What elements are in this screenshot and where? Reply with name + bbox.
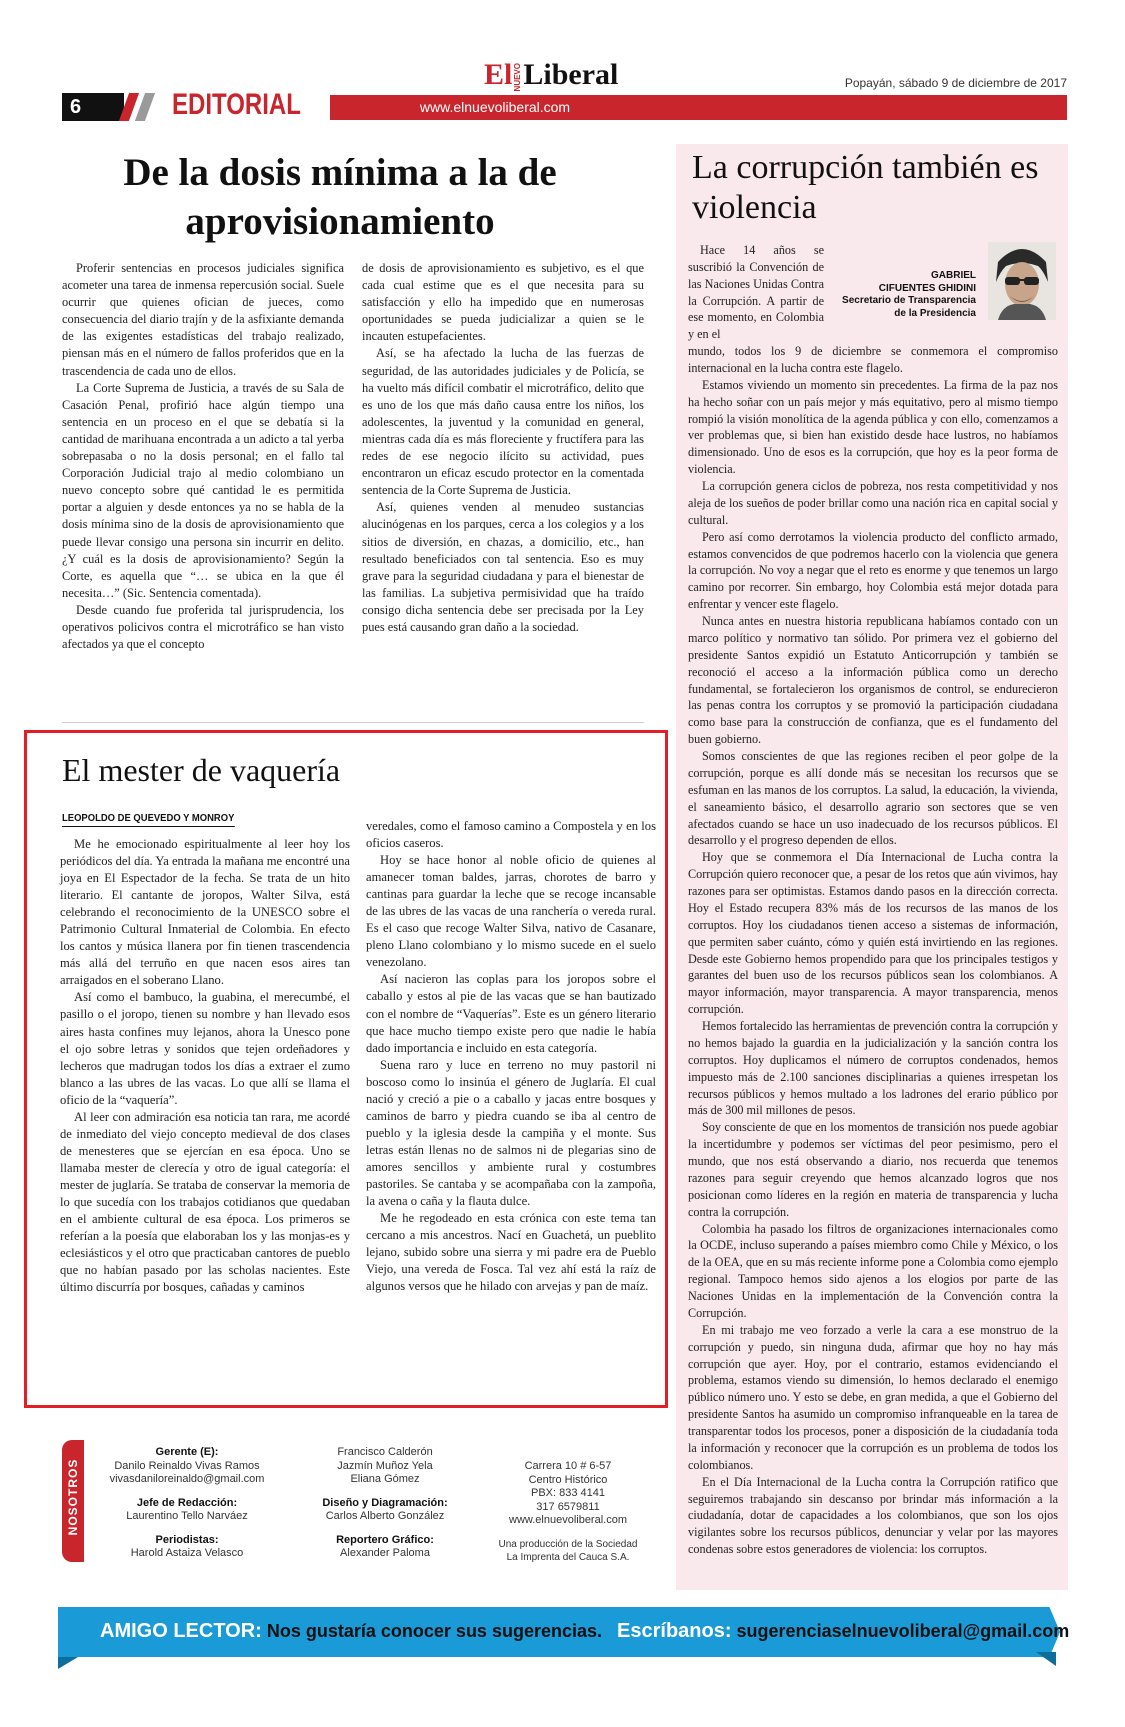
article1-column-2: [362, 260, 644, 636]
author-role: Secretario de Transparencia: [842, 295, 976, 306]
newspaper-logo: [484, 58, 618, 92]
production-credit: La Imprenta del Cauca S.A.: [506, 1552, 630, 1563]
paragraph: Hoy se hace honor al noble oficio de quienes al amanecer toman baldes, jarras, chorotes de barro y cantinas para guardar la leche que se recoge incansable de las ubres de las vacas de una ranchería o vereda rural. Es el caso que recoge Walter Silva, nativo de Casanare, pleno Llano colombiano y lo mismo sucede en el suelo venezolano.: [366, 853, 656, 970]
staff-name: Eliana Gómez: [350, 1473, 420, 1485]
section-title: EDITORIAL: [172, 88, 301, 121]
divider: [62, 722, 644, 723]
paragraph: Me he emocionado espiritualmente al leer hoy los periódicos del día. Ya entrada la mañana me encontré una joya en El Espectador de la fecha. Se trata de un hito literario. El cantante de joropos, Walter Silva, está celebrando el reconocimiento de la UNESCO sobre el Patrimonio Cultural Inmaterial de Colombia. En efecto los cantos y música llanera por fin tienen trascendencia más allá del terruño en que nacen esos aires tan arraigados en el soberano Llano.: [60, 837, 350, 988]
banner-message: Nos gustaría conocer sus sugerencias.: [266, 1621, 603, 1641]
staff-name: Laurentino Tello Narváez: [126, 1510, 248, 1522]
paragraph: de dosis de aprovisionamiento es subjetivo, es el que cada cual estime que es el que necesita para su satisfacción y ello ha impedido que en numerosas oportunidades se pueda judicializar a quien se le incauten estupefacientes.: [362, 261, 644, 344]
staff-label: Periodistas:: [155, 1533, 219, 1546]
author-photo: [988, 242, 1056, 320]
paragraph: Colombia ha pasado los filtros de organizaciones internacionales como la OCDE, incluso superando a países miembro como Chile y México, o los de la OEA, que en su más reciente informe pone a Colombia como ejemplo regional. Tampoco hemos sido ajenos a los elogios por parte de las Naciones Unidas en la implementación de la Convención contra la Corrupción.: [688, 1221, 1058, 1320]
paragraph: Soy consciente de que en los momentos de transición nos puede agobiar la incertidumbre y podemos ser víctimas del peor pesimismo, pero el mundo, que nos está observando a diario, nos recuerda que tenemos razones para seguir creyendo que hemos alcanzado logros que nos posicionan como líderes en la región en materia de transparencia y lucha contra la corrupción.: [688, 1120, 1058, 1219]
paragraph: Hemos fortalecido las herramientas de prevención contra la corrupción y no hemos bajado la guardia en la judicialización y la sanción contra los corruptos. Hoy duplicamos el número de corruptos condenados, hemos impuesto más de 2.100 sanciones disciplinarias a quienes irrespetan los recursos públicos y hemos multado a los ladrones del erario público por más de 300 mil millones de pesos.: [688, 1019, 1058, 1118]
staff-name: Alexander Paloma: [340, 1547, 430, 1559]
production-credit: Una producción de la Sociedad: [498, 1538, 638, 1550]
article2-column-2: [366, 818, 656, 1295]
staff-email[interactable]: vivasdaniloreinaldo@gmail.com: [109, 1473, 265, 1485]
paragraph: Hace 14 años se suscribió la Convención de las Naciones Unidas Contra la Corrupción. A partir de ese momento, en Colombia y en el: [688, 243, 824, 342]
reader-banner-text: [100, 1620, 1069, 1643]
banner-write-label: Escríbanos:: [617, 1620, 732, 1642]
staff-name: Jazmín Muñoz Yela: [337, 1459, 433, 1472]
address-line: Centro Histórico: [528, 1473, 608, 1486]
paragraph: Así como el bambuco, la guabina, el merecumbé, el pasillo o el joropo, tienen su nombre y han llevado esos aires hasta confines muy lejanos, ahora la Unesco pone el ojo sobre letras y sonidos que tejen ordeñadores y lecheros que madrugan todos los días a extraer el zumo blanco a las ubres de las vacas. Lo que allí se llama el oficio de la “vaquería”.: [60, 990, 350, 1107]
paragraph: Así, quienes venden al menudeo sustancias alucinógenas en los parques, cerca a los colegios y a los sitios de diversión, en chazas, a domicilio, etc., han resultado beneficiados con tal sentencia. Eso es muy grave para la seguridad ciudadana y para el bienestar de las familias. La subjetiva permisividad que ha traído consigo dicha sentencia debe ser precisada por la Ley pues está causando gran daño a la sociedad.: [362, 500, 644, 634]
author-name: CIFUENTES GHIDINI: [878, 282, 976, 294]
paragraph: Me he regodeado en esta crónica con este tema tan cercano a mis ancestros. Nací en Guachetá, un pueblito lejano, subido sobre una sierra y mi padre era de Pueblo Viejo, una vereda de Fosca. Tal vez ahí está la raíz de algunos versos que he hilado con arvejas y pan de maíz.: [366, 1211, 656, 1294]
staff-column-3: [488, 1460, 648, 1565]
staff-column-2: [300, 1446, 470, 1561]
paragraph: En el Día Internacional de la Lucha contra la Corrupción ratifico que seguiremos trabajando sin descanso por brindar más información a la ciudadanía, dotar de capacidades a los colombianos, que son los ojos vigilantes sobre los recursos públicos, denunciar y velar por las mayores condenas sobre estos generadores de violencia: los corruptos.: [688, 1474, 1058, 1557]
staff-label: Gerente (E):: [155, 1446, 219, 1458]
article2-column-1: [60, 836, 350, 1296]
logo-el: El: [484, 58, 513, 91]
staff-label: Reportero Gráfico:: [336, 1533, 434, 1546]
phone-pbx: PBX: 833 4141: [530, 1487, 605, 1499]
staff-column-1: [92, 1446, 282, 1561]
staff-name: Francisco Calderón: [337, 1446, 433, 1458]
address-line: Carrera 10 # 6-57: [524, 1460, 612, 1472]
page-number: 6: [62, 93, 124, 121]
issue-date: Popayán, sábado 9 de diciembre de 2017: [844, 76, 1067, 90]
staff-name: Danilo Reinaldo Vivas Ramos: [114, 1459, 260, 1472]
staff-tab-label: NOSOTROS: [66, 1458, 80, 1536]
sidebar-intro: [688, 242, 824, 343]
banner-lead: AMIGO LECTOR:: [100, 1620, 262, 1642]
header-stripe-gray: [135, 93, 155, 121]
logo-liberal: Liberal: [523, 58, 619, 91]
sidebar-title: La corrupción también es violencia: [692, 149, 1039, 226]
paragraph: Hoy que se conmemora el Día Internacional de Lucha contra la Corrupción quiero reconocer que, a pesar de los retos que aún vivimos, hay razones para ser optimistas. Estamos dando pasos en la dirección correcta. Hoy el Estado recupera 83% más de los recursos de las manos de los corruptos. Hoy los ciudadanos tienen acceso a sistemas de información, que permiten saber cuánto, cómo y quién está invirtiendo en las regiones. Desde este Gobierno hemos propendido para que los principales testigos y garantes del buen uso de los recursos públicos sean los colombianos. A mayor información, mayor transparencia. A mayor transparencia, menos corrupción.: [688, 850, 1058, 1017]
staff-name: Harold Astaiza Velasco: [130, 1547, 244, 1559]
paragraph: Así, se ha afectado la lucha de las fuerzas de seguridad, de las autoridades judiciales y de Policía, se ha vuelto más difícil combatir el microtráfico, delito que es uno de los que más daño causa entre los niños, los adolescentes, la juventud y la comunidad en general, mientras cada día es más floreciente y fructífera para las redes de ese negocio ilícito su actividad, pues encontraron un eficaz escudo protector en la comentada sentencia de la Corte Suprema de Justicia.: [362, 346, 644, 498]
article1-title: De la dosis mínima a la de aprovisionamiento: [123, 151, 557, 243]
paragraph: veredales, como el famoso camino a Compostela y en los oficios caseros.: [366, 819, 656, 851]
banner-fold: [58, 1657, 78, 1669]
paragraph: Pero así como derrotamos la violencia producto del conflicto armado, estamos convencidos de que podremos hacerlo con la violencia que genera la corrupción. No voy a negar que el reto es enorme y que tenemos un largo camino por recorrer. Sin embargo, hoy Colombia está mejor dotada para enfrentar y vencer este flagelo.: [688, 529, 1058, 612]
staff-label: Jefe de Redacción:: [136, 1496, 238, 1509]
author-name: GABRIEL: [931, 270, 976, 281]
article2-byline: LEOPOLDO DE QUEVEDO Y MONROY: [62, 812, 234, 827]
banner-fold: [1036, 1652, 1056, 1666]
article1-column-1: [62, 260, 344, 653]
author-role: de la Presidencia: [894, 307, 976, 319]
article2-title: El mester de vaquería: [62, 752, 341, 788]
paragraph: Somos conscientes de que las regiones reciben el peor golpe de la corrupción, porque es allí donde más se necesitan los recursos que se esfuman en las manos de los corruptos. La salud, la educación, la vivienda, el saneamiento básico, el desarrollo agrario son sectores que se ven afectados cuando se hace un uso inadecuado de los recursos públicos. El desarrollo y el progreso dependen de ellos.: [688, 749, 1058, 848]
staff-label: Diseño y Diagramación:: [322, 1496, 448, 1509]
paragraph: Proferir sentencias en procesos judiciales significa acometer una tarea de inmensa repercusión social. Suele ocurrir que quienes ofician de jueces, como consecuencia del diario trajín y de la asfixiante demanda de las exigentes estadísticas del trabajo realizado, piensan más en el número de fallos proferidos que en la trascendencia de cada uno de ellos.: [62, 261, 344, 378]
banner-email[interactable]: sugerenciaselnuevoliberal@gmail.com: [736, 1621, 1070, 1641]
staff-name: Carlos Alberto González: [325, 1510, 445, 1522]
logo-nuevo: NUEVO: [513, 62, 523, 92]
paragraph: Así nacieron las coplas para los joropos sobre el caballo y estos al pie de las vacas que se han bautizado con el nombre de “Vaquerías”. Este es un género literario que hace mucho tiempo existe pero que nadie le había dado importancia e incluido en esta categoría.: [366, 972, 656, 1055]
paragraph: Suena raro y luce en terreno no muy pastoril ni boscoso como lo insinúa el género de Juglaría. El cual nació y creció a pie o a caballo y jacas entre bosques y caminos de barro y piedra cuando se iba al centro de pueblo y la iglesia desde la campiña y el monte. Sus letras están llenas no de salmos ni de plegarias sino de amores sencillos y ambiente rural y costumbres pastoriles. Se cantaba y se acompañaba con la zampoña, la avena o caña y la flauta dulce.: [366, 1057, 656, 1209]
sidebar-author: [836, 270, 976, 320]
paragraph: En mi trabajo me veo forzado a verle la cara a ese monstruo de la corrupción y puedo, sin ninguna duda, afirmar que hoy no hay más corrupción que ayer. Hoy, por el contrario, estamos evidenciando el problema, estamos viendo su dimensión, lo hemos declarado el enemigo público número uno. Y esto se debe, en gran medida, a que el Gobierno del presidente Santos ha asumido un compromiso infranqueable en la tarea de transparentar todos los procesos, poner a disposición de la ciudadanía toda la información y reconocer que la corrupción es un problema de todos los colombianos.: [688, 1322, 1058, 1472]
staff-website[interactable]: www.elnuevoliberal.com: [509, 1514, 627, 1526]
sidebar-body: [688, 343, 1058, 1558]
paragraph: Estamos viviendo un momento sin precedentes. La firma de la paz nos ha hecho soñar con un país mejor y más equitativo, pero al mismo tiempo rompió la visión monolítica de la agenda pública y con ello, comenzamos a ver problemas que, si bien han existido desde hace lustros, no habíamos dimensionado. Uno de esos es la corrupción, que hoy es la peor forma de violencia.: [688, 377, 1058, 477]
paragraph: Nunca antes en nuestra historia republicana habíamos contado con un marco político y normativo tan sólido. Por primera vez el gobierno del presidente Santos expidió un Estatuto Anticorrupción y también se reconoció el acceso a la información pública como un derecho fundamental, se fortalecieron los organismos de control, se endurecieron las penas contra los corruptos y se promovió la participación ciudadana como base para la construcción de confianza, que es el fundamento del buen gobierno.: [688, 614, 1058, 747]
paragraph: La Corte Suprema de Justicia, a través de su Sala de Casación Penal, profirió hace algún tiempo una sentencia en un proceso en el que se debatía si la cantidad de marihuana encontrada a un adicto a tal yerba sobrepasaba o no la dosis personal; en el fallo tal Corporación Judicial trajo al medio colombiano un nuevo concepto sobre qué cantidad le es permitida portar a alguien y desde entonces ya no se habla de la dosis mínima sino de la dosis de aprovisionamiento que puede llevar consigo una persona sin incurrir en delito. ¿Y cuál es la dosis de aprovisionamiento? Según la Corte, es aquella que “… se ubica en la que él necesita…” (Sic. Sentencia comentada).: [62, 380, 344, 600]
paragraph: mundo, todos los 9 de diciembre se conmemora el compromiso internacional en la lucha contra este flagelo.: [688, 344, 1058, 375]
phone-mobile: 317 6579811: [536, 1500, 600, 1513]
paragraph: Desde cuando fue proferida tal jurisprudencia, los operativos policivos contra el microtráfico se han visto afectados ya que el concepto: [62, 602, 344, 652]
paragraph: Al leer con admiración esa noticia tan rara, me acordé de inmediato del viejo concepto medieval de dos clases de menesteres que se ejercían en esa época. Uno se llamaba mester de clerecía y otro de igual categoría: el mester de juglaría. Se trataba de conservar la memoria de lo que sucedía con los trabajos cotidianos que quedaban en el ambiente cultural de esa época. Los primeros se referían a la poesía que elaboraban los y las monjas-es y eclesiásticos y el otro que practicaban cantores de pueblo que no habían pasado por las scholas nacientes. Este último discurría por bosques, cañadas y caminos: [60, 1109, 350, 1295]
website-link[interactable]: www.elnuevoliberal.com: [419, 99, 571, 115]
paragraph: La corrupción genera ciclos de pobreza, nos resta competitividad y nos aleja de los sueños de poder brillar como una nación rica en capital social y cultural.: [688, 479, 1058, 527]
staff-tab: [62, 1440, 84, 1562]
